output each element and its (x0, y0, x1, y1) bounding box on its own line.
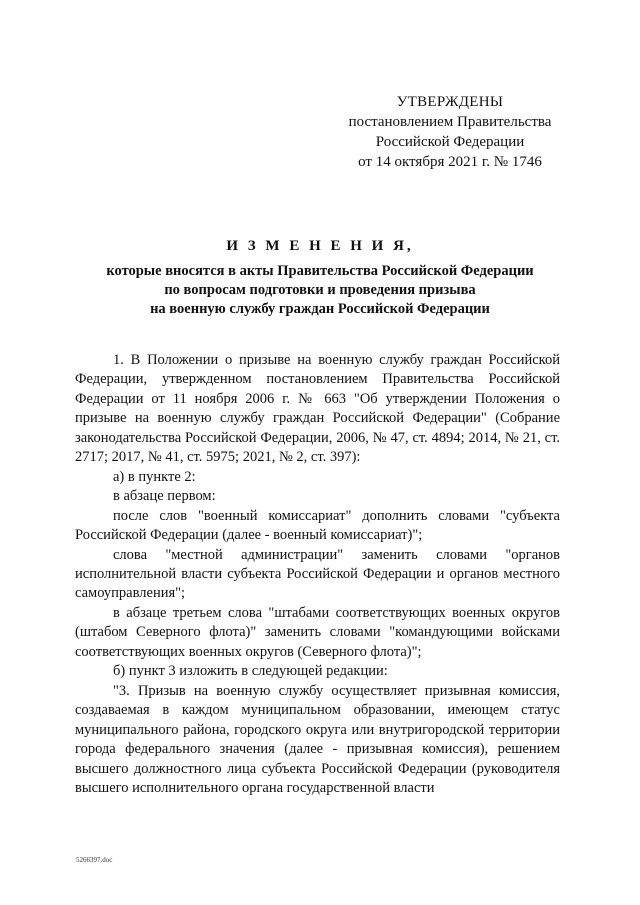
document-title: И З М Е Н Е Н И Я, (226, 238, 414, 254)
paragraph-5: слова "местной администрации" заменить словами "органов исполнительной власти субъекта Российской Федерации и органов местного самоуправления"; (75, 546, 560, 602)
subtitle-line-2: по вопросам подготовки и проведения призыва (164, 282, 476, 298)
footer-doc-id: 5266397.doc (76, 856, 113, 864)
approval-line-2: Российской Федерации (375, 134, 525, 150)
paragraph-4: после слов "военный комиссариат" дополнить словами "субъекта Российской Федерации (далее - военный комиссариат)"; (75, 507, 560, 544)
document-subtitle (60, 262, 580, 319)
paragraph-7: б) пункт 3 изложить в следующей редакции: (113, 663, 388, 680)
paragraph-6: в абзаце третьем слова "штабами соответствующих военных округов (штабом Северного флота)" заменить словами "командующими войсками соответствующих военных округов (Северного флота)"; (75, 604, 560, 660)
subtitle-line-3: на военную службу граждан Российской Федерации (150, 301, 490, 317)
paragraph-2: а) в пункте 2: (113, 468, 196, 485)
paragraph-1: 1. В Положении о призыве на военную службу граждан Российской Федерации, утвержденном постановлением Правительства Российской Федерации от 11 ноября 2006 г. № 663 "Об утверждении Положения о призыве на военную службу граждан Российской Федерации" (Собрание законодательства Российской Федерации, 2006, № 47, ст. 4894; 2014, № 21, ст. 2717; 2017, № 41, ст. 5975; 2021, № 2, ст. 397): (75, 352, 560, 466)
document-body (75, 351, 560, 798)
approval-title: УТВЕРЖДЕНЫ (396, 94, 504, 110)
subtitle-line-1: которые вносятся в акты Правительства Российской Федерации (106, 263, 534, 279)
approval-block (330, 92, 570, 172)
approval-line-1: постановлением Правительства (348, 114, 552, 130)
approval-line-3: от 14 октября 2021 г. № 1746 (358, 154, 542, 170)
paragraph-3: в абзаце первом: (113, 488, 216, 505)
paragraph-8: "3. Призыв на военную службу осуществляет призывная комиссия, создаваемая в каждом муниципальном образовании, имеющем статус муниципального района, городского округа или внутригородской территории города федерального значения (далее - призывная комиссия), решением высшего должностного лица субъекта Российской Федерации (руководителя высшего исполнительного органа государственной власти (75, 682, 560, 796)
